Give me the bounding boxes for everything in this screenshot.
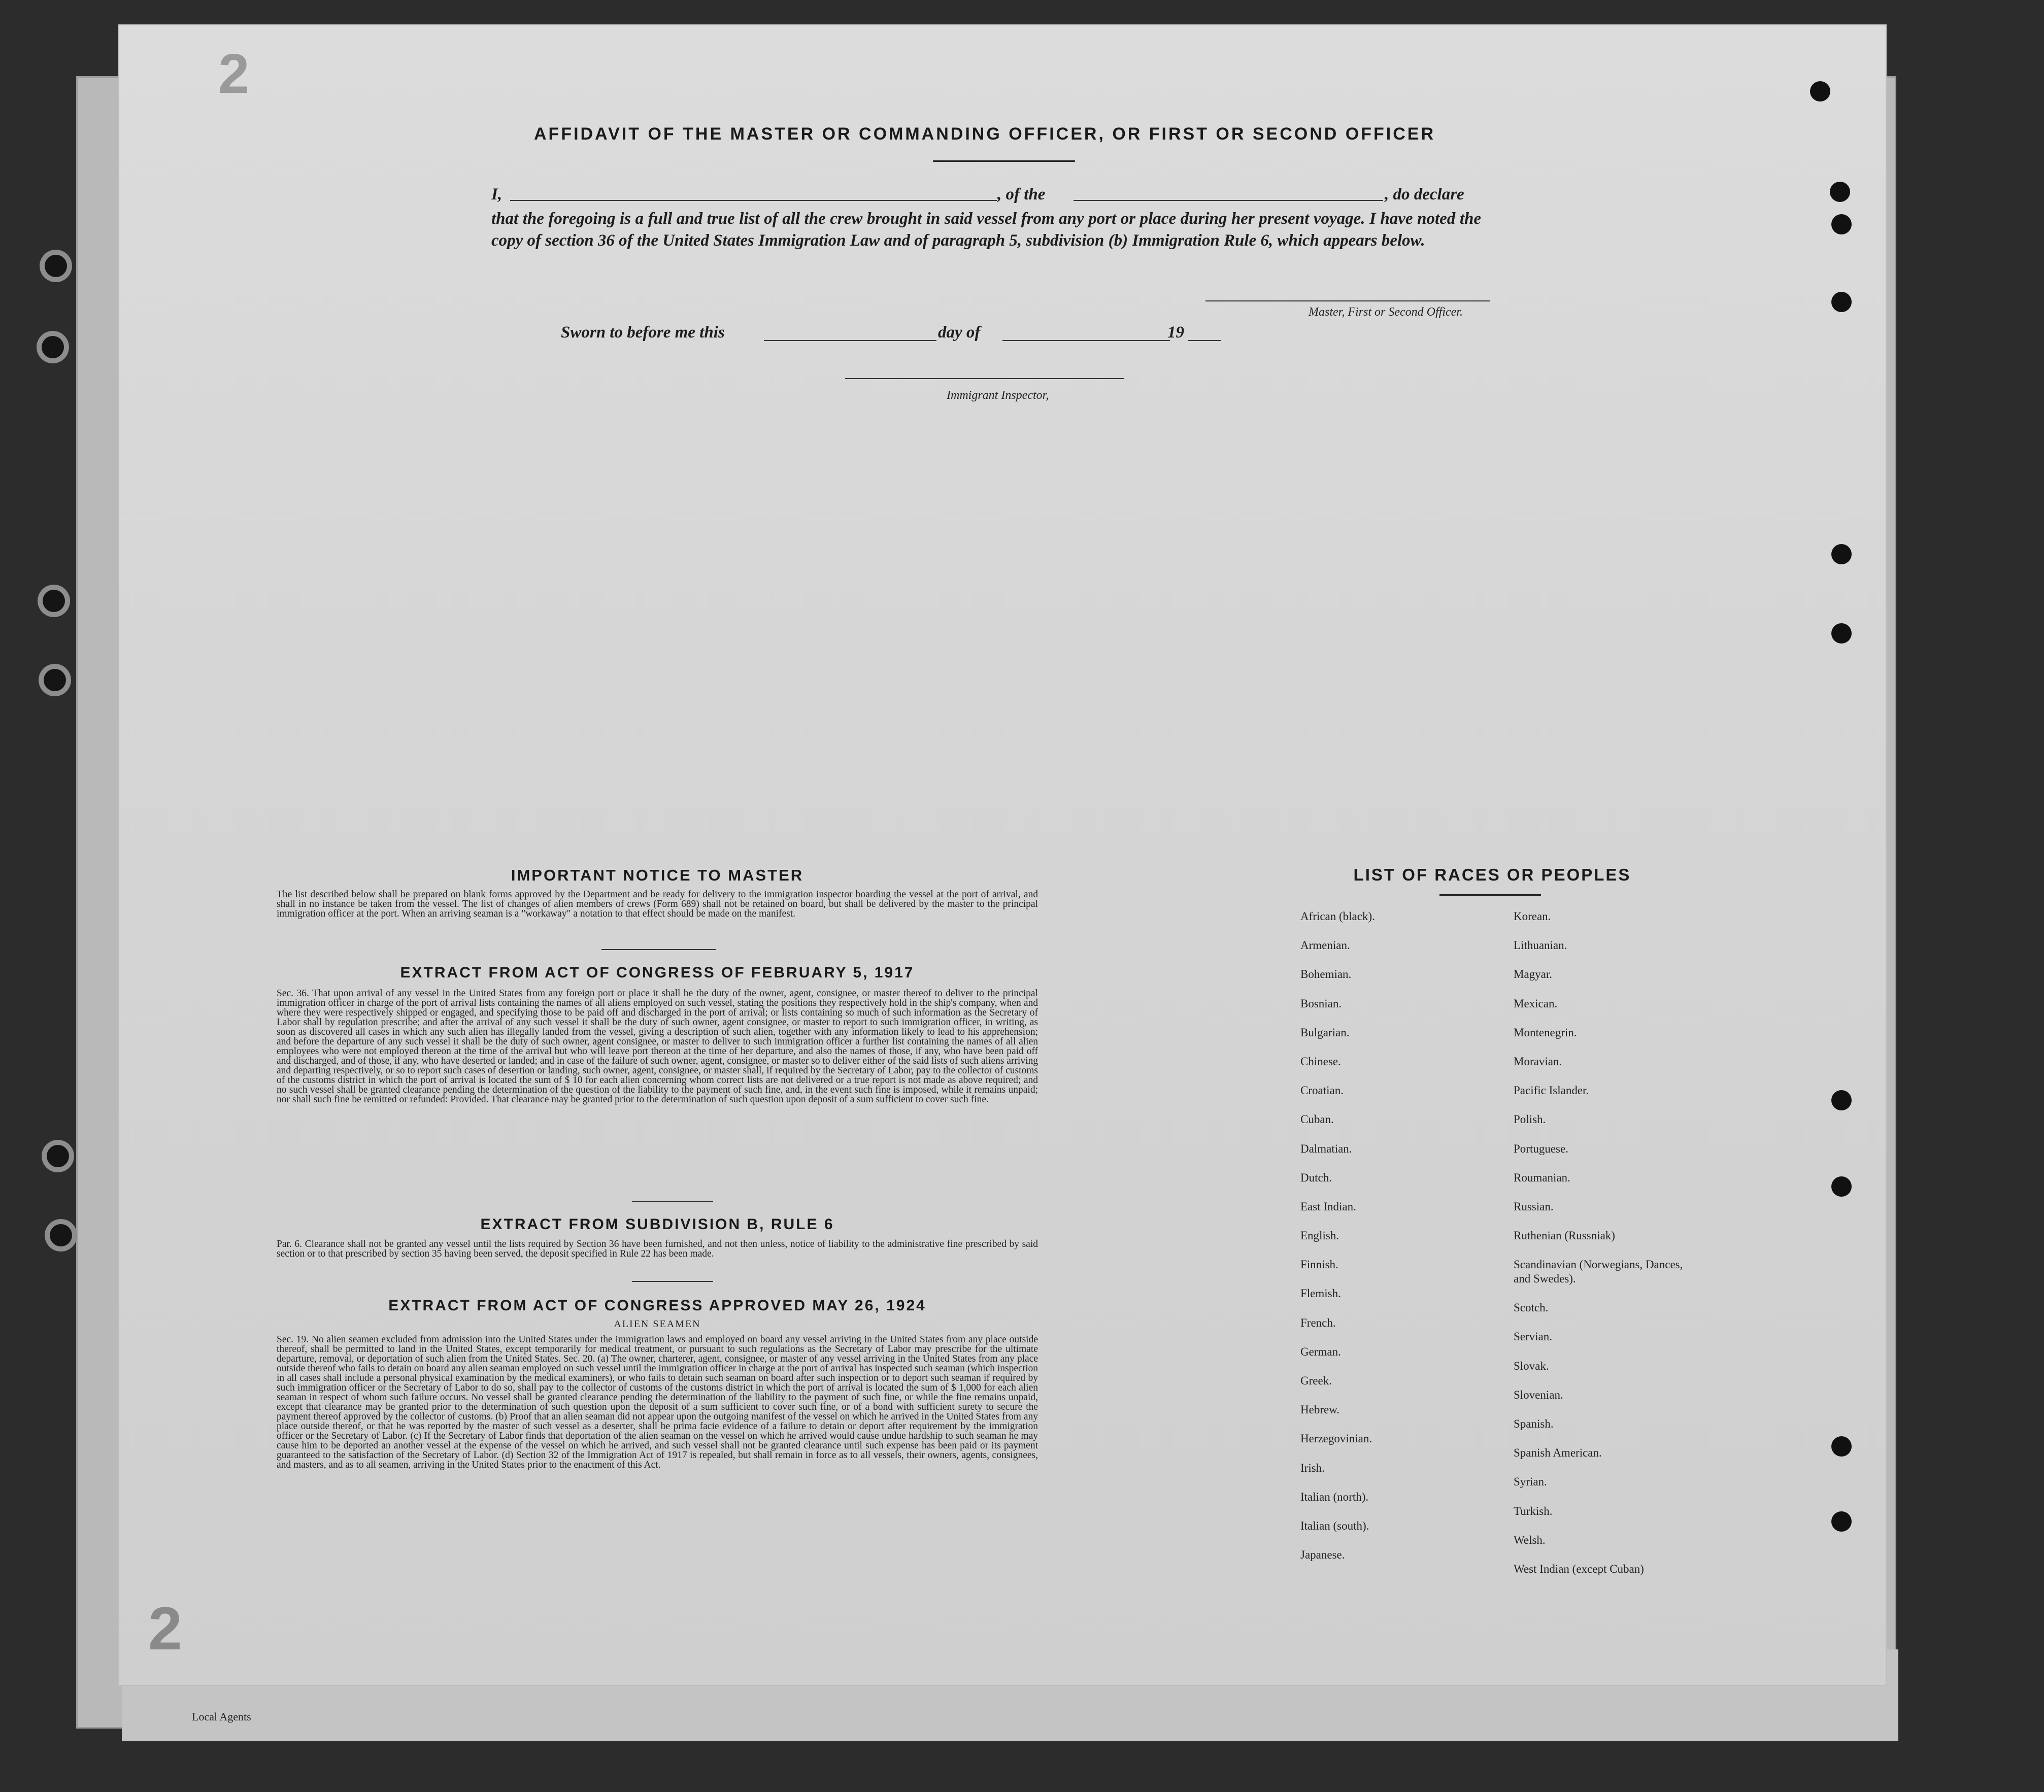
race-item: Croatian. [1300,1084,1344,1097]
race-item: Roumanian. [1514,1171,1570,1184]
race-item: English. [1300,1229,1339,1242]
race-item: French. [1300,1316,1336,1329]
affidavit-of-the: , of the [997,185,1046,204]
race-item: Armenian. [1300,939,1350,952]
race-item: Portuguese. [1514,1142,1568,1155]
section-divider [601,949,716,950]
race-item: East Indian. [1300,1200,1356,1213]
races-title-rule [1439,894,1541,896]
notice-text: The list described below shall be prepared on blank forms approved by the Department and be ready for delivery to the immigration inspector boarding the vessel at the port of arrival, and shall in no instance be taken from the vessel. The list of changes of alien members of crews (Form 689) shall not be retained on board, but shall be delivered by the master to the principal immigration officer at the port. When an arriving seaman is a "workaway" a notation to that effect should be made on the manifest. [277,889,1038,919]
race-item: Pacific Islander. [1514,1084,1589,1097]
race-item: Herzegovinian. [1300,1432,1372,1445]
day-of-label: day of [938,323,981,342]
race-item: Irish. [1300,1461,1325,1474]
binder-hole [1831,1090,1852,1110]
race-item: Slovak. [1514,1359,1549,1372]
extract-1924-subtitle: ALIEN SEAMEN [614,1318,701,1330]
binder-hole [42,336,64,358]
race-item: Syrian. [1514,1475,1547,1489]
race-item: Turkish. [1514,1504,1553,1517]
race-item: Italian (north). [1300,1490,1369,1503]
race-item: Greek. [1300,1374,1332,1387]
local-agents-label: Local Agents [192,1710,251,1723]
races-title: LIST OF RACES OR PEOPLES [1353,865,1631,884]
race-item: Bosnian. [1300,997,1342,1010]
affidavit-do-declare: , do declare [1385,185,1464,204]
race-item: Russian. [1514,1200,1554,1213]
race-item: Polish. [1514,1113,1546,1126]
race-item: German. [1300,1345,1341,1358]
binder-hole [44,669,66,691]
extract-1917-title: EXTRACT FROM ACT OF CONGRESS OF FEBRUARY 5, 1917 [400,964,915,981]
race-item: Ruthenian (Russniak) [1514,1229,1615,1242]
race-item: Spanish American. [1514,1446,1602,1460]
race-item: Chinese. [1300,1055,1341,1068]
binder-hole [50,1224,72,1246]
page-number-top: 2 [218,43,250,105]
inspector-signature-label: Immigrant Inspector, [947,389,1049,402]
race-item: Montenegrin. [1514,1026,1577,1039]
sworn-label: Sworn to before me this [561,323,725,342]
binder-hole [1830,182,1850,202]
race-item: Spanish. [1514,1417,1554,1430]
binder-hole [1831,544,1852,564]
affidavit-body: that the foregoing is a full and true list of all the crew brought in said vessel from any port or place during her present voyage. I have noted the copy of section 36 of the United States Immigration Law and of paragraph 5, subdivision (b) Immigration Rule 6, which appears below. [491,210,1481,250]
binder-hole [1831,623,1852,644]
section-divider [632,1281,713,1282]
sworn-year-blank[interactable] [1188,340,1221,341]
binder-hole [1831,1176,1852,1197]
race-item: Mexican. [1514,997,1558,1010]
sworn-month-blank[interactable] [1002,340,1170,341]
race-item: Dalmatian. [1300,1142,1352,1155]
race-item: Hebrew. [1300,1403,1340,1416]
race-item: Servian. [1514,1330,1553,1343]
binder-hole [1831,1436,1852,1457]
race-item: Scandinavian (Norwegians, Dances, and Swedes). [1514,1258,1683,1286]
race-item: Lithuanian. [1514,939,1567,952]
race-item: Japanese. [1300,1548,1345,1562]
binder-hole [1810,81,1830,102]
binder-hole [1831,214,1852,234]
name-blank[interactable] [510,200,997,201]
race-item: Flemish. [1300,1287,1341,1300]
affidavit-i: I, [491,185,502,204]
races-column-1 [1300,909,1493,1577]
race-item: Bulgarian. [1300,1026,1350,1039]
binder-hole [1831,1511,1852,1532]
binder-hole [1831,292,1852,312]
race-item: Moravian. [1514,1055,1562,1068]
race-item: Scotch. [1514,1301,1549,1314]
officer-signature-label: Master, First or Second Officer. [1309,306,1463,319]
race-item: Cuban. [1300,1113,1334,1126]
year-prefix: 19 [1167,323,1184,342]
race-item: Slovenian. [1514,1388,1563,1401]
officer-signature-line[interactable] [1205,300,1490,301]
races-column-2 [1514,909,1696,1591]
extract-rule6-title: EXTRACT FROM SUBDIVISION B, RULE 6 [480,1216,834,1233]
binder-hole [45,255,67,277]
notice-title: IMPORTANT NOTICE TO MASTER [511,866,804,884]
page-number-bottom: 2 [148,1595,182,1663]
race-item: Italian (south). [1300,1519,1369,1532]
race-item: Korean. [1514,910,1551,923]
extract-rule6-text: Par. 6. Clearance shall not be granted any vessel until the lists required by Section 36 have been furnished, and not then unless, notice of liability to the administrative fine prescribed by said section or to that prescribed by section 35 having been served, the deposit specified in Rule 22 has been made. [277,1239,1038,1259]
sworn-day-blank[interactable] [764,340,936,341]
race-item: West Indian (except Cuban) [1514,1562,1644,1575]
title-rule [933,160,1075,162]
race-item: African (black). [1300,910,1375,923]
vessel-blank[interactable] [1074,200,1383,201]
extract-1924-title: EXTRACT FROM ACT OF CONGRESS APPROVED MAY 26, 1924 [388,1297,926,1314]
race-item: Welsh. [1514,1533,1546,1546]
extract-1924-text: Sec. 19. No alien seamen excluded from admission into the United States under the immigration laws and employed on board any vessel arriving in the United States from any place outside thereof, shall be permitted to land in the United States, except temporarily for medical treatment, or pursuant to such regulations as the Secretary of Labor may prescribe for the ultimate departure, removal, or deportation of such alien from the United States. Sec. 20. (a) The owner, charterer, agent, consignee, or master of any vessel arriving in the United States from any place outside thereof who fails to detain on board any alien seaman employed on such vessel until the immigration officer in charge at the port of arrival has inspected such seaman (which inspection in all cases shall include a personal physical examination by the medical examiners), or who fails to detain such seaman on board after such inspection or to deport such seaman if required by such immigration officer or the Secretary of Labor to do so, shall pay to the collector of customs of the customs district in which the port of arrival is located the sum of $ 1,000 for each alien seaman in respect of whom such failure occurs. No vessel shall be granted clearance pending the determination of the liability to the payment of such fine, or while the fine remains unpaid, except that clearance may be granted prior to the determination of such question upon the deposit of a sum sufficient to cover such fine, or of a bond with sufficient surety to secure the payment thereof approved by the collector of customs. (b) Proof that an alien seaman did not appear upon the outgoing manifest of the vessel on which he arrived in the United States from any place outside thereof, or that he was reported by the master of such vessel as a deserter, shall be prima facie evidence of a failure to detain or deport after requirement by the immigration officer or the Secretary of Labor. (c) If the Secretary of Labor finds that deportation of the alien seaman on the vessel on which he arrived would cause undue hardship to such seaman he may cause him to be deported an another vessel at the expense of the vessel on which he arrived, and such vessel shall not be granted clearance until such expense has been paid or its payment guaranteed to the satisfaction of the Secretary of Labor. (d) Section 32 of the Immigration Act of 1917 is repealed, but shall remain in force as to all vessels, their owners, agents, consignees, and masters, and as to all seamen, arriving in the United States prior to the enactment of this Act. [277,1334,1038,1470]
section-divider [632,1201,713,1202]
extract-1917-text: Sec. 36. That upon arrival of any vessel in the United States from any foreign port or place it shall be the duty of the owner, agent, consignee, or master thereof to deliver to the principal immigration officer in charge of the port of arrival lists containing the names of all aliens employed on such vessel, stating the positions they respectively hold in the ship's company, when and where they were respectively shipped or engaged, and specifying those to be paid off and discharged in the port of arrival; or lists containing so much of such information as the Secretary of Labor shall by regulation prescribe; and after the arrival of any such vessel it shall be the duty of such owner, agent consignee, or master to report to such immigration officer, in writing, as soon as discovered all cases in which any such alien has illegally landed from the vessel, giving a description of such alien, together with any information likely to lead to his apprehension; and before the departure of any such vessel it shall be the duty of such owner, agent consignee, or master to deliver to such immigration officer a further list containing the names of all alien employees who were not employed thereon at the time of the arrival but who will leave port thereon at the time of her departure, and also the names of those, if any, who have been paid off and discharged, and of those, if any, who have deserted or landed; and in case of the failure of such owner, agent, consignee, or master so to deliver either of the said lists of such aliens arriving and departing respectively, or so to report such cases of desertion or landing, such owner, agent, consignee, or master shall, if required by the Secretary of Labor, pay to the collector of customs of the customs district in which the port of arrival is located the sum of $ 10 for each alien concerning whom correct lists are not delivered or a true report is not made as above required; and no such vessel shall be granted clearance pending the determination of the question of the liability to the payment of such fine, and, in the event such fine is imposed, while it remains unpaid; nor shall such fine be remitted or refunded: Provided. That clearance may be granted prior to the determination of such question upon deposit of a sum sufficient to cover such fine. [277,988,1038,1105]
race-item: Finnish. [1300,1258,1338,1271]
binder-hole [43,590,65,612]
affidavit-title: AFFIDAVIT OF THE MASTER OR COMMANDING OFFICER, OR FIRST OR SECOND OFFICER [534,124,1435,144]
race-item: Dutch. [1300,1171,1332,1184]
race-item: Magyar. [1514,968,1553,981]
binder-hole [47,1145,69,1167]
inspector-signature-line[interactable] [845,378,1124,379]
race-item: Bohemian. [1300,968,1352,981]
